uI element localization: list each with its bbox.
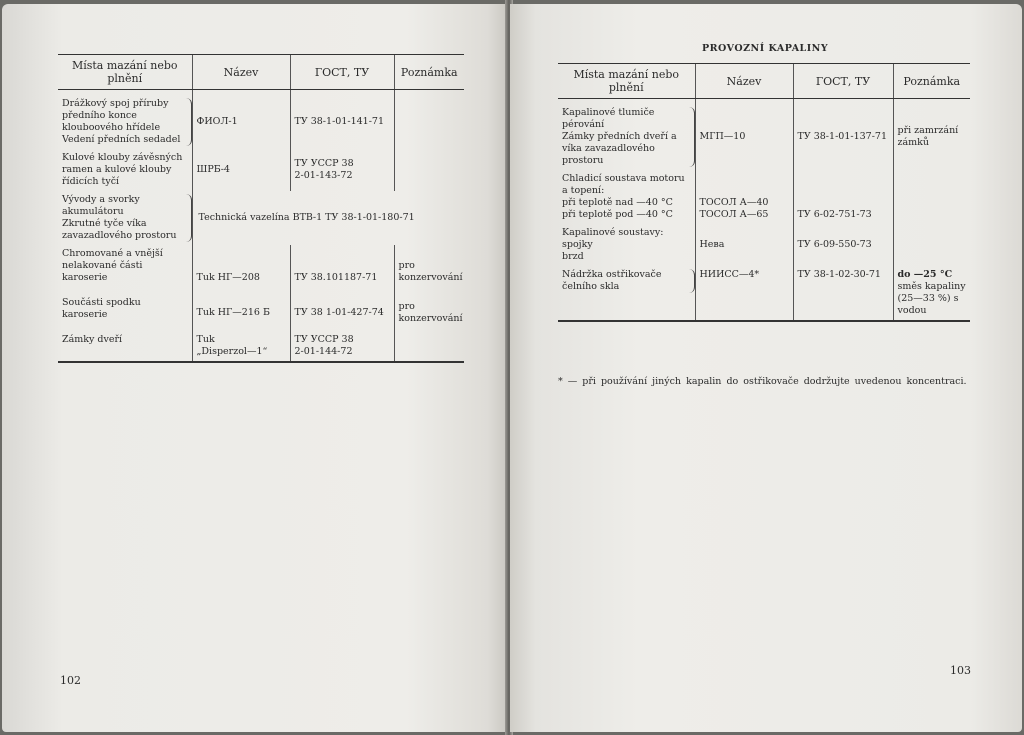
- row-name: МГП—10: [695, 99, 793, 171]
- row-gost: ТУ 38-1-01-137-71: [793, 99, 893, 171]
- row-place: Vývody a svorky akumulátoru Zkrutné tyče víka zavazadlového prostoru: [62, 194, 192, 242]
- left-page: [2, 4, 508, 732]
- header-name: Název: [695, 64, 793, 99]
- row-name: НИИСС—4*: [695, 266, 793, 321]
- table-row: [58, 245, 464, 287]
- table-header-row: [558, 64, 970, 99]
- row-place: Nádržka ostřikovače čelního skla: [562, 269, 695, 293]
- table-row: [558, 170, 970, 224]
- lubricants-table: [58, 54, 464, 363]
- row-gost: ТУ 38 1-01-427-74: [290, 287, 394, 328]
- row-note: [394, 328, 464, 362]
- row-gost: ТУ 38.101187-71: [290, 245, 394, 287]
- page-number-right: 103: [950, 664, 971, 677]
- row-name: ФИОЛ-1: [192, 90, 290, 150]
- header-gost: ГОСТ, ТУ: [793, 64, 893, 99]
- page-title: PROVOZNÍ KAPALINY: [702, 43, 829, 54]
- row-name: ТОСОЛ А—40 ТОСОЛ А—65: [695, 170, 793, 224]
- row-note: při zamrzání zámků: [893, 99, 970, 171]
- row-note-temperature: do —25 °C: [897, 269, 953, 280]
- row-note: [394, 149, 464, 191]
- table-row: [58, 191, 464, 245]
- footnote: * — při používání jiných kapalin do ostřikovače dodržujte uvedenou koncentraci.: [558, 376, 967, 387]
- row-merged-spec: Technická vazelína ВТВ-1 ТУ 38-1-01-180-71: [192, 191, 464, 245]
- header-note: Poznámka: [394, 55, 464, 90]
- row-place: Chromované a vnější nelakované části karoserie: [62, 248, 163, 283]
- row-note: pro konzervování: [394, 287, 464, 328]
- row-place: Kapalinové tlumiče pérování Zámky předních dveří a víka zavazadlového prostoru: [562, 107, 695, 167]
- header-place: Místa mazání nebo plnění: [58, 55, 192, 90]
- table-row: [58, 149, 464, 191]
- row-gost: ТУ 6-09-550-73: [793, 224, 893, 266]
- table-header-row: [58, 55, 464, 90]
- table-row: [58, 328, 464, 362]
- row-note: [893, 224, 970, 266]
- right-page: [510, 4, 1022, 732]
- row-note: směs kapaliny (25—33 %) s vodou: [897, 281, 966, 316]
- row-name: Tuk „Disperzol—1“: [192, 328, 290, 362]
- row-gost: ТУ 38-1-01-141-71: [290, 90, 394, 150]
- fluids-table: [558, 63, 970, 322]
- row-place: Chladicí soustava motoru a topení: při teplotě nad —40 °C při teplotě pod —40 °C: [562, 173, 685, 220]
- row-note: [893, 170, 970, 224]
- row-name: Нева: [695, 224, 793, 266]
- row-name: Tuk НГ—208: [192, 245, 290, 287]
- row-name: ШРБ-4: [192, 149, 290, 191]
- row-note: [394, 90, 464, 150]
- row-note: pro konzervování: [394, 245, 464, 287]
- table-row: [58, 287, 464, 328]
- row-gost: ТУ УССР 38 2-01-143-72: [290, 149, 394, 191]
- header-name: Název: [192, 55, 290, 90]
- table-row: [58, 90, 464, 150]
- row-place: Kapalinové soustavy: spojky brzd: [562, 227, 664, 262]
- table-row: [558, 99, 970, 171]
- row-place: Kulové klouby závěsných ramen a kulové klouby řídicích tyčí: [62, 152, 183, 187]
- row-place: Drážkový spoj příruby předního konce klouboového hřídele Vedení předních sedadel: [62, 98, 192, 146]
- row-gost: ТУ 38-1-02-30-71: [793, 266, 893, 321]
- row-place: Zámky dveří: [58, 328, 192, 362]
- table-row: [558, 224, 970, 266]
- row-name: Tuk НГ—216 Б: [192, 287, 290, 328]
- header-place: Místa mazání nebo plnění: [558, 64, 695, 99]
- row-gost: ТУ УССР 38 2-01-144-72: [290, 328, 394, 362]
- row-place: Součásti spodku karoserie: [62, 297, 141, 320]
- header-note: Poznámka: [893, 64, 970, 99]
- table-row: [558, 266, 970, 321]
- page-number-left: 102: [60, 674, 81, 687]
- header-gost: ГОСТ, ТУ: [290, 55, 394, 90]
- row-gost: ТУ 6-02-751-73: [793, 170, 893, 224]
